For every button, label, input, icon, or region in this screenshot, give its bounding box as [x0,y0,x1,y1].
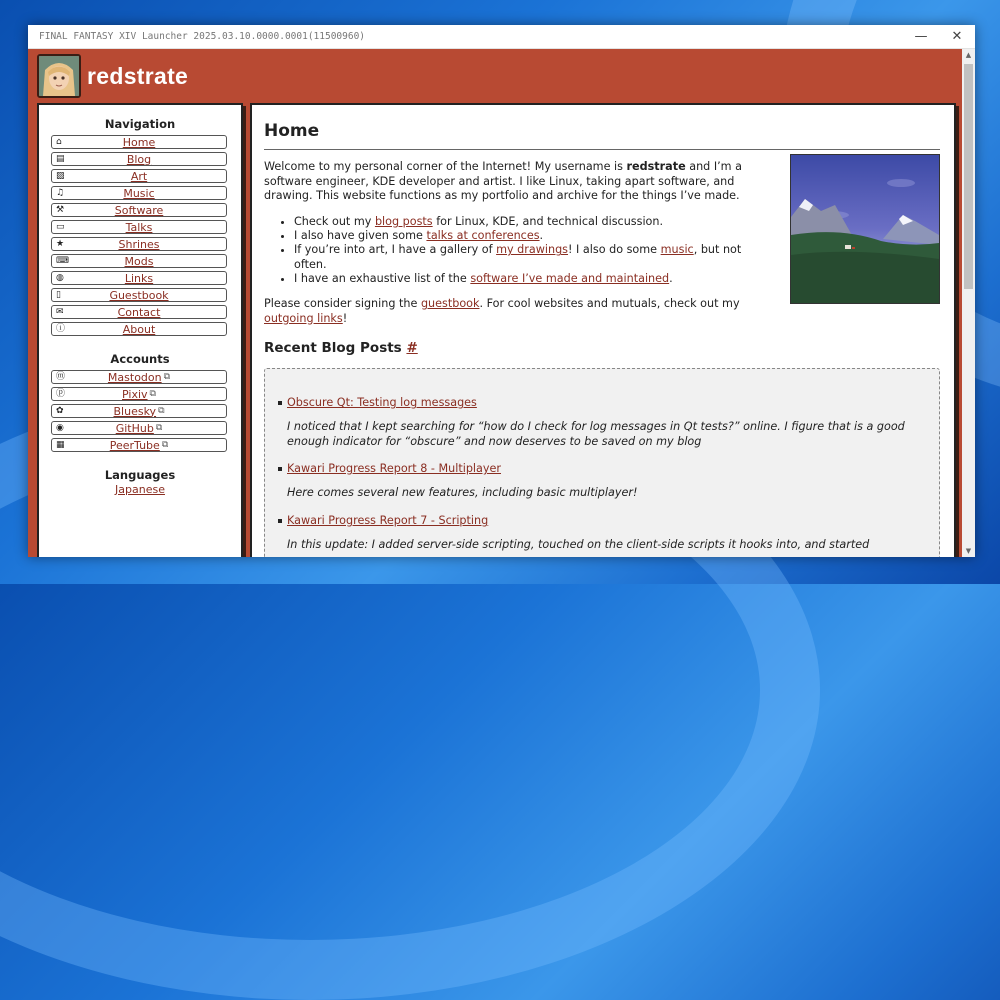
post-title-link[interactable]: Kawari Progress Report 7 - Scripting [278,514,928,527]
scrollbar-thumb[interactable] [964,64,973,289]
list-item [278,462,928,501]
intro-bullet-list [280,215,774,286]
newspaper-icon: ▤ [56,154,65,164]
nav-item-label: Mods [124,254,154,268]
list-item [278,514,928,553]
minimize-button[interactable] [903,25,939,48]
close-button[interactable] [939,25,975,48]
sidebar [37,103,243,557]
nav-item-label: About [122,322,156,336]
star-icon: ★ [56,239,65,249]
nav-item-mods[interactable] [51,254,227,268]
accounts-heading: Accounts [110,352,170,366]
list-item: • If you’re into art, I have a gallery of my drawings! I also do some music, but not often. [294,243,774,271]
list-item: • Check out my blog posts for Linux, KDE, and technical discussion. [294,215,774,229]
scroll-up-icon[interactable]: ▲ [965,51,972,59]
account-link-mastodon[interactable] [51,370,227,384]
site-header [37,54,188,98]
external-link-icon: ⧉ [158,406,165,416]
recent-posts-anchor-link[interactable]: # [406,340,418,356]
presentation-icon: ▭ [56,222,65,232]
avatar-portrait-icon [39,56,79,96]
music-note-icon: ♫ [56,188,65,198]
languages-heading: Languages [104,468,176,482]
film-icon: ▦ [56,440,65,450]
hero-landscape-image [790,154,940,304]
outgoing-links-link[interactable]: outgoing links [264,311,343,325]
post-summary: I noticed that I kept searching for “how do I check for log messages in Qt tests?” online. I figure that is a good enough indicator for “obscure” and now deserves to be saved on my blog [287,420,905,448]
recent-posts-heading-text: Recent Blog Posts [264,340,402,356]
account-link-label: Bluesky [113,404,157,418]
guestbook-paragraph: Please consider signing the guestbook. For cool websites and mutuals, check out my outgoing links! [264,297,740,325]
blog-posts-link[interactable]: blog posts [374,215,433,228]
navigation-list [39,135,241,336]
external-link-icon: ⧉ [149,389,156,399]
account-link-label: Pixiv [122,387,148,401]
external-link-icon: ⧉ [161,440,169,450]
page-scrollbar[interactable] [962,49,975,557]
nav-item-label: Shrines [118,237,160,251]
mastodon-icon: ⓜ [56,372,66,382]
site-name[interactable]: redstrate [87,62,189,89]
gamepad-icon: ⌨ [56,256,69,266]
talks-link[interactable]: talks at conferences [426,229,540,243]
post-summary: In this update: I added server-side scripting, touched on the client-side scripts it hooks into, and started [287,538,870,551]
drawings-link[interactable]: my drawings [496,243,569,257]
list-item: • I have an exhaustive list of the software I’ve made and maintained. [294,272,774,286]
nav-item-label: Talks [125,220,153,234]
account-link-pixiv[interactable] [51,387,227,401]
nav-item-label: Blog [126,152,152,166]
external-link-icon: ⧉ [155,423,163,433]
nav-item-art[interactable] [51,169,227,183]
intro-text: Welcome to my personal corner of the Internet! My username is [264,160,627,173]
nav-item-music[interactable] [51,186,227,200]
window-titlebar[interactable] [28,25,975,49]
nav-item-label: Art [130,169,148,183]
accounts-list [39,370,241,452]
globe-icon: ◍ [56,273,64,283]
info-icon: ⓘ [56,324,66,334]
account-link-label: GitHub [115,421,154,435]
nav-item-home[interactable] [51,135,227,149]
account-link-label: PeerTube [109,438,160,452]
window-title: FINAL FANTASY XIV Launcher 2025.03.10.0000.0001(11500960) [39,31,366,42]
wrench-icon: ⚒ [56,205,65,215]
post-summary: Here comes several new features, including basic multiplayer! [287,486,638,499]
nav-item-label: Home [122,135,156,149]
web-page [28,49,962,557]
nav-item-label: Music [123,186,155,200]
github-icon: ◉ [56,423,64,433]
nav-item-links[interactable] [51,271,227,285]
close-icon: ✕ [951,29,963,44]
main-content [250,103,956,557]
pixiv-icon: ⓟ [56,389,66,399]
nav-item-guestbook[interactable] [51,288,227,302]
account-link-label: Mastodon [107,370,162,384]
launcher-window [28,25,975,557]
music-link[interactable]: music [660,243,694,257]
post-title-link[interactable]: Kawari Progress Report 8 - Multiplayer [278,462,928,475]
account-link-bluesky[interactable] [51,404,227,418]
nav-item-label: Guestbook [109,288,169,302]
scroll-down-icon[interactable]: ▼ [965,547,972,555]
page-title: Home [264,121,320,141]
navigation-heading: Navigation [104,117,176,131]
minimize-icon: — [914,29,928,44]
book-icon: ▯ [56,290,61,300]
nav-item-label: Contact [117,305,161,319]
guestbook-link[interactable]: guestbook [420,297,480,310]
nav-item-talks[interactable] [51,220,227,234]
intro-text-cont: and I’m a software engineer, KDE developer and artist. I like Linux, taking apart software, and drawing. This website functions as my portfolio and archive for the things I’ve made. [264,160,742,202]
home-icon: ⌂ [56,137,62,147]
nav-item-blog[interactable] [51,152,227,166]
account-link-github[interactable] [51,421,227,435]
title-divider [264,149,940,150]
nav-item-shrines[interactable] [51,237,227,251]
intro-paragraph [264,160,764,204]
software-link[interactable]: software I’ve made and maintained [470,271,670,285]
account-link-peertube[interactable] [51,438,227,452]
envelope-icon: ✉ [56,307,64,317]
nav-item-label: Software [114,203,164,217]
nav-item-about[interactable] [51,322,227,336]
list-item [278,396,928,449]
language-link-japanese[interactable]: Japanese [115,483,165,496]
username: redstrate [626,160,686,173]
nav-item-software[interactable] [51,203,227,217]
recent-posts-heading [264,340,418,356]
list-item: • I also have given some talks at conferences. [294,229,774,243]
nav-item-contact[interactable] [51,305,227,319]
avatar[interactable] [37,54,81,98]
external-link-icon: ⧉ [163,372,171,382]
post-title-link[interactable]: Obscure Qt: Testing log messages [278,396,928,409]
nav-item-label: Links [124,271,154,285]
image-icon: ▨ [56,171,65,181]
butterfly-icon: ✿ [56,406,64,416]
recent-posts-box [264,368,940,557]
